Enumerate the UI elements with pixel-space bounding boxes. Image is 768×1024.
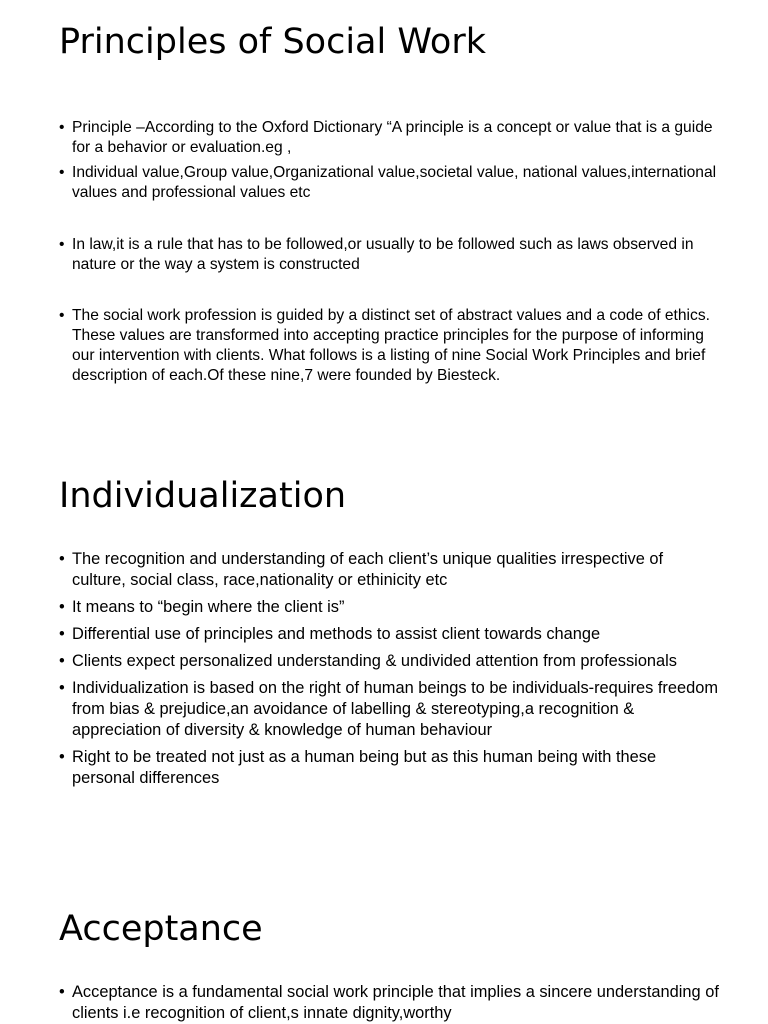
bullet-item — [59, 651, 719, 672]
section-individualization — [59, 475, 719, 787]
bullet-item — [59, 678, 719, 741]
bullet-text: Clients expect personalized understanding & undivided attention from professionals — [72, 652, 677, 670]
bullet-text: Individualization is based on the right of human beings to be individuals-requires freedom from bias & prejudice,an avoidance of labelling & stereotyping,a recognition & appreciation of diversity & knowledge of human behaviour — [72, 679, 718, 739]
bullet-list — [59, 118, 719, 386]
bullet-icon: • — [59, 236, 65, 253]
section-heading: Individualization — [59, 476, 347, 516]
bullet-icon: • — [59, 119, 65, 136]
bullet-icon: • — [59, 164, 65, 181]
bullet-list — [59, 549, 719, 789]
bullet-item — [59, 549, 719, 591]
bullet-text: It means to “begin where the client is” — [72, 598, 345, 616]
bullet-icon: • — [59, 598, 65, 616]
bullet-icon: • — [59, 625, 65, 643]
section-heading: Acceptance — [59, 909, 263, 949]
bullet-text: The social work profession is guided by a distinct set of abstract values and a code of ethics. These values are transformed into accepting practice principles for the purpose of informing our intervention with clients. What follows is a listing of nine Social Work Principles and brief description of each.Of these nine,7 were founded by Biesteck. — [72, 307, 710, 384]
bullet-item — [59, 624, 719, 645]
bullet-item — [59, 163, 719, 203]
bullet-text: Right to be treated not just as a human being but as this human being with these personal differences — [72, 748, 657, 787]
bullet-icon: • — [59, 679, 65, 697]
bullet-item — [59, 982, 719, 1024]
section-heading: Principles of Social Work — [59, 22, 486, 62]
bullet-icon: • — [59, 748, 65, 766]
bullet-item — [59, 597, 719, 618]
bullet-icon: • — [59, 983, 65, 1001]
bullet-icon: • — [59, 550, 65, 568]
bullet-text: Differential use of principles and methods to assist client towards change — [72, 625, 601, 643]
bullet-text: Principle –According to the Oxford Dictionary “A principle is a concept or value that is a guide for a behavior or evaluation.eg , — [72, 119, 713, 156]
bullet-icon: • — [59, 307, 65, 324]
bullet-icon: • — [59, 652, 65, 670]
bullet-item — [59, 747, 719, 789]
bullet-text: The recognition and understanding of each client’s unique qualities irrespective of culture, social class, race,nationality or ethinicity etc — [72, 550, 664, 589]
bullet-text: In law,it is a rule that has to be followed,or usually to be followed such as laws observed in nature or the way a system is constructed — [72, 236, 694, 273]
bullet-list — [59, 982, 719, 1024]
bullet-item — [59, 118, 719, 158]
bullet-text: Individual value,Group value,Organizational value,societal value, national values,international values and professional values etc — [72, 164, 717, 201]
bullet-text: Acceptance is a fundamental social work principle that implies a sincere understanding of clients i.e recognition of client,s innate dignity,worthy — [72, 983, 719, 1022]
section-acceptance — [59, 908, 719, 1022]
bullet-item — [59, 235, 719, 275]
bullet-item — [59, 306, 719, 386]
section-principles-of-social-work — [59, 21, 719, 384]
